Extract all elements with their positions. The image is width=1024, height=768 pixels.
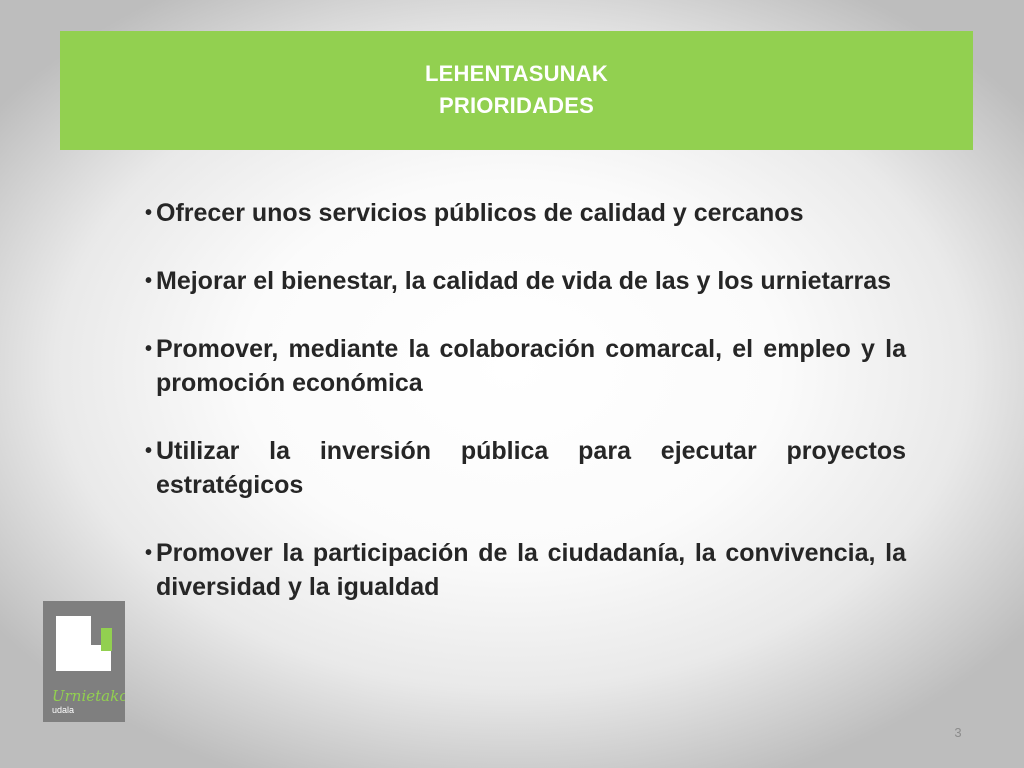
priority-list: [145, 196, 906, 604]
bullet-icon: •: [145, 440, 153, 462]
list-item-text: Promover, mediante la colaboración comarcal, el empleo y la promoción económica: [156, 335, 906, 397]
bullet-icon: •: [145, 338, 153, 360]
list-item: [145, 332, 906, 400]
page-number: 3: [954, 725, 962, 740]
logo-mark-icon: [43, 601, 125, 722]
bullet-icon: •: [145, 270, 153, 292]
list-item-text: Mejorar el bienestar, la calidad de vida de las y los urnietarras: [156, 267, 892, 295]
title-line-1: LEHENTASUNAK: [425, 60, 608, 86]
title-banner: [60, 31, 973, 150]
list-item: [145, 434, 906, 502]
list-item-text: Promover la participación de la ciudadanía, la convivencia, la diversidad y la igualdad: [156, 539, 906, 601]
title-line-2: PRIORIDADES: [439, 92, 594, 118]
list-item-text: Ofrecer unos servicios públicos de calidad y cercanos: [156, 199, 804, 227]
list-item: [145, 264, 906, 298]
list-item-text: Utilizar la inversión pública para ejecutar proyectos estratégicos: [156, 437, 906, 499]
logo-sub-text: udala: [52, 705, 75, 715]
logo-script-text: Urnietako: [52, 687, 125, 705]
list-item: [145, 536, 906, 604]
urnieta-logo: [43, 601, 125, 722]
bullet-icon: •: [145, 542, 153, 564]
list-item: [145, 196, 906, 230]
bullet-icon: •: [145, 202, 153, 224]
